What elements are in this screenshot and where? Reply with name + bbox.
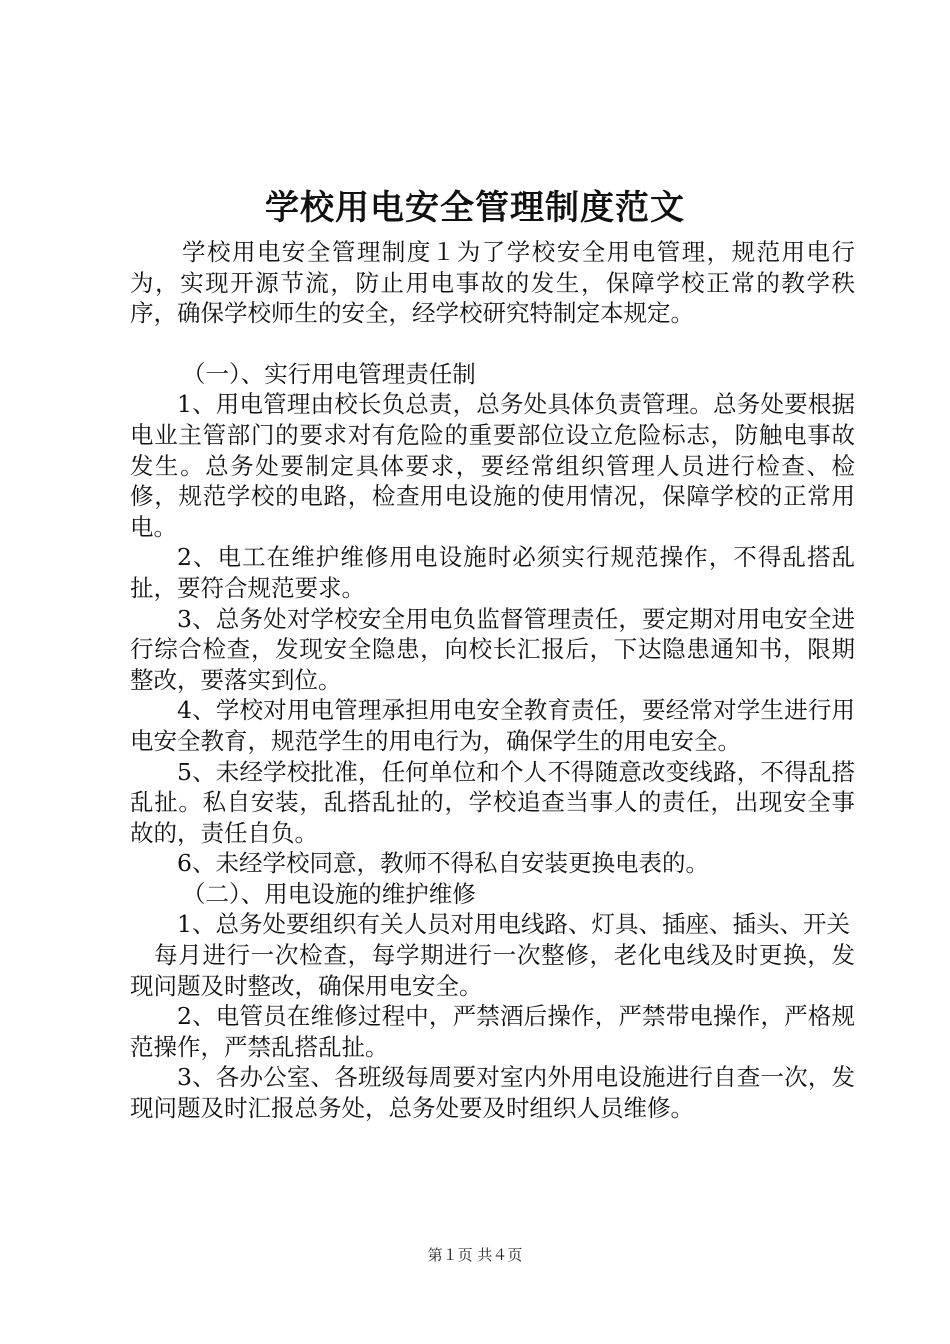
section2-item-1: 1、总务处要组织有关人员对用电线路、灯具、插座、插头、开关	[177, 910, 850, 939]
section-heading-2: （二）、用电设施的维护维修	[182, 879, 476, 908]
section1-item-6: 6、未经学校同意，教师不得私自安装更换电表的。	[177, 849, 709, 878]
section1-item-2: 2、电工在维护维修用电设施时必须实行规范操作，不得乱搭乱扯，要符合规范要求。	[130, 543, 855, 602]
paragraph-spacer	[130, 329, 855, 359]
document-body	[130, 237, 855, 1124]
section2-item-1-continuation: 每月进行一次检查，每学期进行一次整修，老化电线及时更换，发现问题及时整改，确保用电安全。	[130, 941, 855, 1000]
section1-item-3: 3、总务处对学校安全用电负监督管理责任，要定期对用电安全进行综合检查，发现安全隐患，向校长汇报后，下达隐患通知书，限期整改，要落实到位。	[130, 604, 855, 694]
section-heading-1: （一）、实行用电管理责任制	[182, 359, 476, 388]
page-footer: 第１页 共４页	[427, 1246, 523, 1264]
intro-paragraph: 学校用电安全管理制度１为了学校安全用电管理，规范用电行为，实现开源节流，防止用电事故的发生，保障学校正常的教学秩序，确保学校师生的安全，经学校研究特制定本规定。	[130, 238, 855, 328]
section1-item-5: 5、未经学校批准，任何单位和个人不得随意改变线路，不得乱搭乱扯。私自安装，乱搭乱扯的，学校追查当事人的责任，出现安全事故的，责任自负。	[130, 757, 855, 847]
section1-item-1: 1、用电管理由校长负总责，总务处具体负责管理。总务处要根据电业主管部门的要求对有危险的重要部位设立危险标志，防触电事故发生。总务处要制定具体要求，要经常组织管理人员进行检查、检修，规范学校的电路，检查用电设施的使用情况，保障学校的正常用电。	[130, 390, 855, 541]
document-title: 学校用电安全管理制度范文	[265, 188, 685, 228]
section2-item-3: 3、各办公室、各班级每周要对室内外用电设施进行自查一次，发现问题及时汇报总务处，总务处要及时组织人员维修。	[130, 1063, 855, 1123]
section1-item-4: 4、学校对用电管理承担用电安全教育责任，要经常对学生进行用电安全教育，规范学生的用电行为，确保学生的用电安全。	[130, 696, 855, 755]
section2-item-2: 2、电管员在维修过程中，严禁酒后操作，严禁带电操作，严格规范操作，严禁乱搭乱扯。	[130, 1002, 855, 1061]
